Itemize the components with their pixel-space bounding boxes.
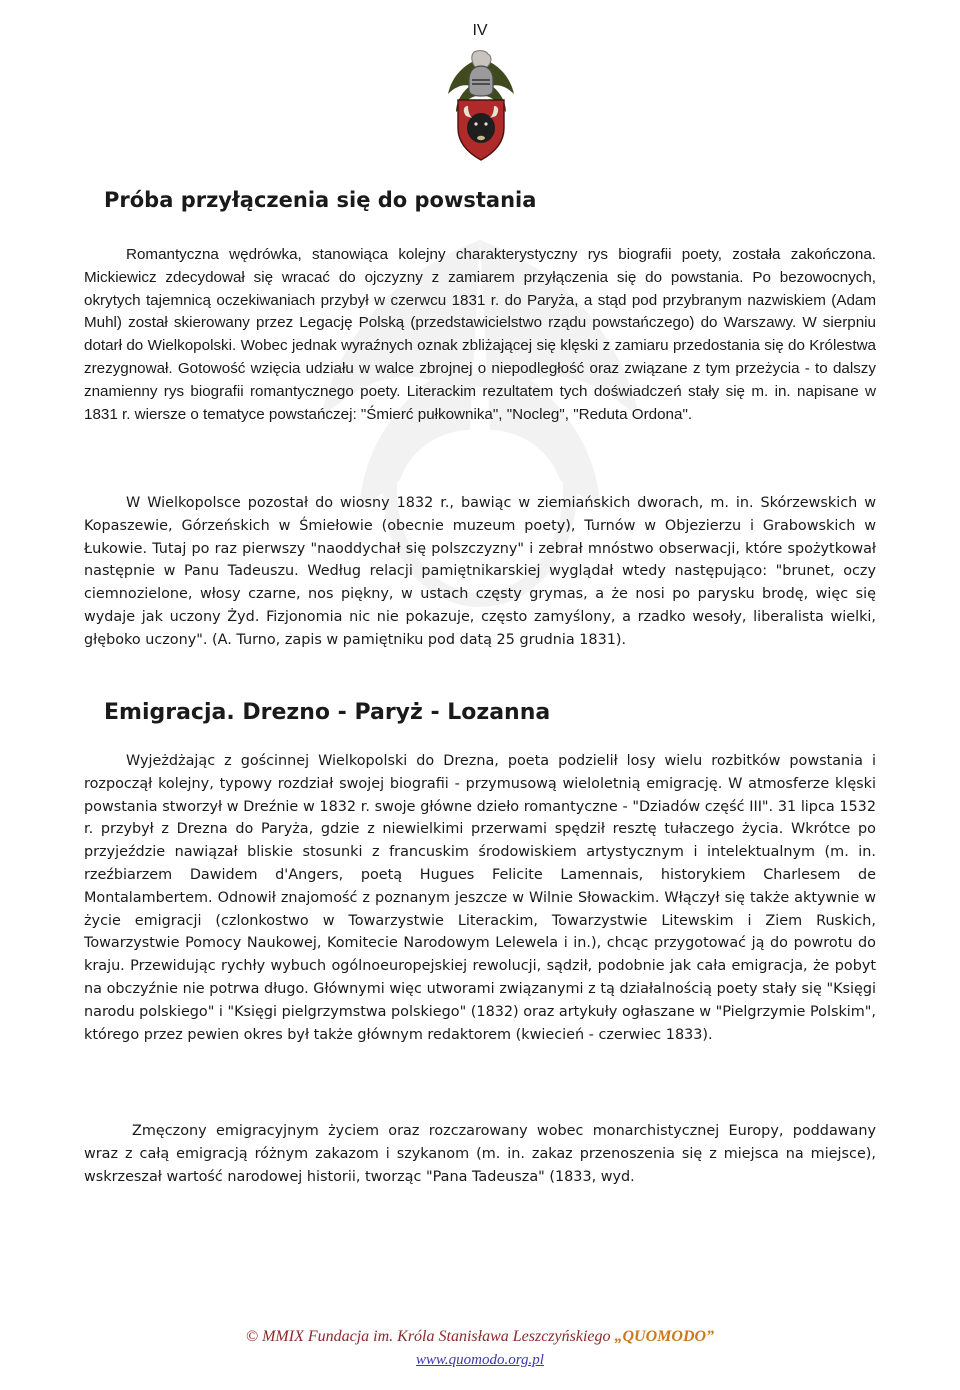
- paragraph: Romantyczna wędrówka, stanowiąca kolejny charakterystyczny rys biografii poety, została zakończona. Mickiewicz zdecydował się wracać do ojczyzny z zamiarem przyłączenia się do powstania. Po bezowocnych, okrytych tajemnicą oczekiwaniach przybył w czerwcu 1831 r. do Paryża, a stąd pod przybranym nazwiskiem (Adam Muhl) został skierowany przez Legację Polską (przedstawicielstwo rządu powstańczego) do Warszawy. W sierpniu dotarł do Wielkopolski. Wobec jednak wyraźnych oznak zbliżającej się klęski z zamiaru przedostania się do Królestwa zrezygnował. Gotowość wzięcia udziału w walce zbrojnej o niepodległość oraz związane z tym przeżycia - to dalszy znamienny rys biografii romantycznego poety. Literackim rezultatem tych doświadczeń stały się m. in. napisane w 1831 r. wiersze o tematyce powstańczej: "Śmierć pułkownika", "Nocleg", "Reduta Ordona".: [84, 246, 876, 423]
- page-number: IV: [472, 22, 488, 39]
- footer-copyright: [0, 1328, 960, 1346]
- footer-url-link[interactable]: www.quomodo.org.pl: [416, 1352, 544, 1368]
- footer-brand: „QUOMODO”: [614, 1328, 715, 1345]
- footer-copyright-text: © MMIX Fundacja im. Króla Stanisława Leszczyńskiego: [245, 1328, 611, 1345]
- coat-of-arms-icon: [442, 50, 520, 162]
- paragraph: Zmęczony emigracyjnym życiem oraz rozczarowany wobec monarchistycznej Europy, poddawany wraz z całą emigracją różnym zakazom i szykanom (m. in. zakaz przenoszenia się z miejsca na miejsce), wskrzeszał wartość narodowej historii, tworząc "Pana Tadeusza" (1833, wyd.: [84, 1123, 876, 1185]
- paragraph: Wyjeżdżając z gościnnej Wielkopolski do Drezna, poeta podzielił losy wielu rozbitków powstania i rozpoczął kolejny, typowy rozdział swojej biografii - przymusową wieloletnią emigrację. W atmosferze klęski powstania stworzył w Dreźnie w 1832 r. swoje główne dzieło romantyczne - "Dziadów część III". 31 lipca 1532 r. przybył z Drezna do Paryża, gdzie z niewielkimi przerwami spędził resztę tułaczego życia. Wkrótce po przyjeździe nawiązał bliskie stosunki z francuskim środowiskiem artystycznym i intelektualnym (m. in. rzeźbiarzem Dawidem d'Angers, poetą Hugues Felicite Lamennais, historykiem Charlesem de Montalambertem. Odnowił znajomość z poznanym jeszcze w Wilnie Słowackim. Włączył się także aktywnie w życie emigracji (czlonkostwo w Towarzystwie Literackim, Towarzystwie Litewskim i Ziem Ruskich, Towarzystwie Pomocy Naukowej, Komitecie Narodowym Lelewela i in.), chcąc przygotować ją do powrotu do kraju. Przewidując rychły wybuch ogólnoeuropejskiej rewolucji, sądził, podobnie jak cała emigracja, że pobyt na obczyźnie nie potrwa długo. Głównymi więc utworami związanymi z tą działalnością poety stały się "Księgi narodu polskiego" i "Księgi pielgrzymstwa polskiego" (1832) oraz artykuły ogłaszane w "Pielgrzymie Polskim", którego przez pewien okres był także głównym redaktorem (kwiecień - czerwiec 1833).: [84, 753, 876, 1043]
- section-heading-uprising: Próba przyłączenia się do powstania: [104, 188, 537, 212]
- paragraph: W Wielkopolsce pozostał do wiosny 1832 r., bawiąc w ziemiańskich dworach, m. in. Skórzewskich w Kopaszewie, Górzeńskich w Śmiełowie (obecnie muzeum poety), Turnów w Objezierzu i Grabowskich w Łukowie. Tutaj po raz pierwszy "naoddychał się polszczyzny" i zebrał mnóstwo obserwacji, które spożytkował następnie w Panu Tadeuszu. Według relacji pamiętnikarskiej wyglądał wtedy następująco: "brunet, oczy ciemnozielone, włosy czarne, nos piękny, w ustach częsty grymas, a że nosi po parysku brodę, więc się wydaje jak uczony Żyd. Fizjonomia nic nie pokazuje, często zamyślony, a rzadko wesoły, liberalista wielki, głęboko uczony". (A. Turno, zapis w pamiętniku pod datą 25 grudnia 1831).: [84, 495, 876, 648]
- section-heading-emigration: Emigracja. Drezno - Paryż - Lozanna: [104, 700, 551, 725]
